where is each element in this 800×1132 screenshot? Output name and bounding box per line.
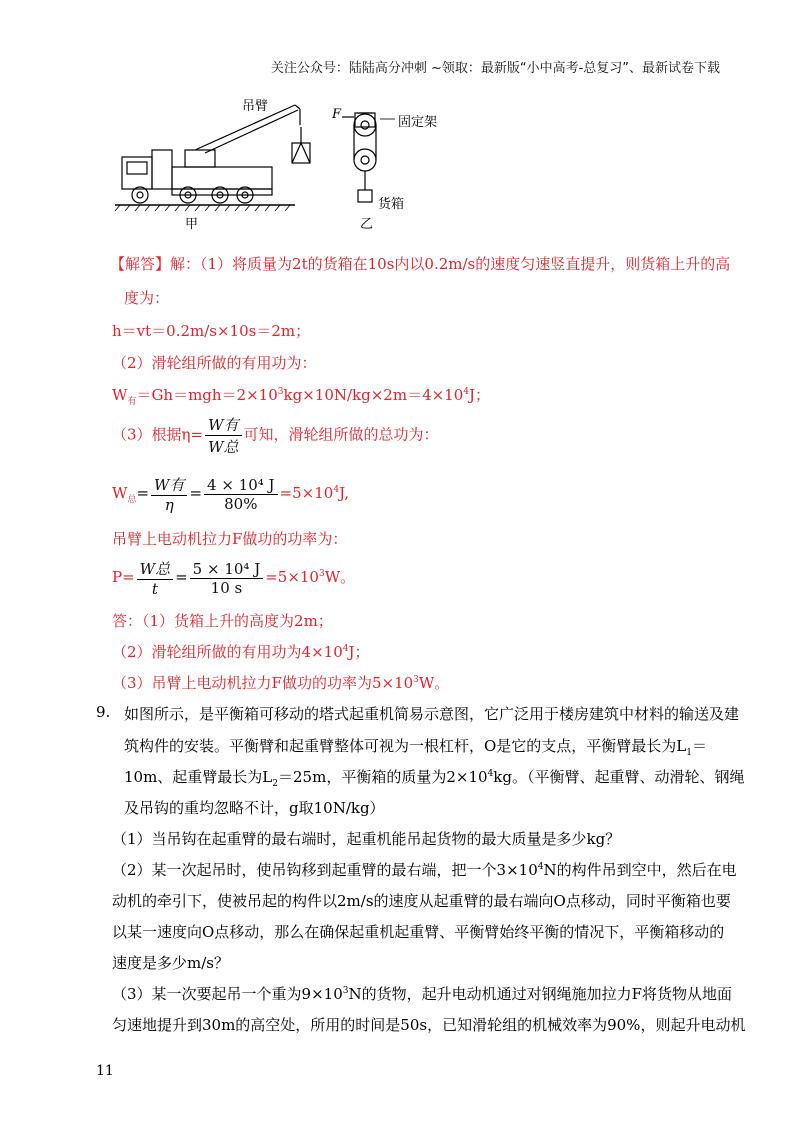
total-work-heading: （3）根据η= $\frac{\text{W有}}{\text{W总}}$ 可知，滑轮组所做的总功为： — [112, 416, 439, 456]
sub-question-2-line-4: 速度是多少m/s？ — [112, 954, 229, 972]
fixed-frame-label: 固定架 — [398, 115, 438, 130]
answer-1: 答：（1）货箱上升的高度为2m； — [112, 612, 333, 630]
total-work-fraction-1: $\frac{\text{W有}}{\eta}$ — [151, 474, 187, 514]
total-work-fraction-2: $\frac{\text{4 × 10⁴ J}}{80\%}$ — [204, 476, 278, 513]
figure-caption-left: 甲 — [185, 217, 199, 232]
question-line-1: 如图所示，是平衡箱可移动的塔式起重机简易示意图，它广泛用于楼房建筑中材料的输送及建 — [124, 705, 740, 723]
question-line-3: 10m、起重臂最长为$L_2=25m$，平衡箱的质量为$2\times 10^4kg$。（平衡臂、起重臂、动滑轮、钢绳 — [124, 768, 745, 789]
answer-3: （3）吊臂上电动机拉力F做功的功率为$5\times 10^3W$。 — [112, 674, 450, 692]
total-work-equation: $W_总=$ $\frac{\text{W有}}{\eta}$ = $\frac{\text{4 × 10⁴ J}}{80\%}$ $=5\times 10^4J$, — [112, 475, 349, 514]
page-header: 关注公众号：陆陆高分冲刺 ~领取：最新版“小中高考-总复习”、最新试卷下载 — [270, 61, 720, 76]
solution-intro: 【解答】解：（1）将质量为2t的货箱在10s内以0.2m/s的速度匀速竖直提升，则货箱上升的高 — [110, 255, 731, 273]
crane-figure — [110, 95, 470, 234]
efficiency-fraction: $\frac{\text{W有}}{\text{W总}}$ — [205, 414, 241, 457]
sub-question-2-line-3: 以某一速度向O点移动，那么在确保起重机起重臂、平衡臂始终平衡的情况下，平衡箱移动的 — [112, 923, 725, 941]
solution-intro-cont: 度为： — [124, 289, 170, 307]
sub-question-2-line-2: 动机的牵引下，使被吊起的构件以2m/s的速度从起重臂的最右端向O点移动，同时平衡箱也要 — [112, 892, 731, 910]
answer-2: （2）滑轮组所做的有用功为$4\times 10^4J$； — [112, 643, 370, 661]
question-number: 9. — [96, 703, 111, 721]
power-fraction-2: $\frac{\text{5 × 10⁴ J}}{10 s}$ — [190, 560, 264, 597]
page-number: 11 — [96, 1063, 114, 1079]
power-fraction-1: $\frac{\text{W总}}{t}$ — [137, 558, 173, 598]
force-label: F — [332, 107, 342, 122]
arm-label: 吊臂 — [242, 99, 269, 114]
sub-question-3-line-1: （3）某一次要起吊一个重为$9\times 10^3N$的货物，起升电动机通过对钢绳施加拉力F将货物从地面 — [112, 985, 733, 1003]
useful-work-heading: （2）滑轮组所做的有用功为： — [112, 354, 317, 372]
figure-caption-right: 乙 — [360, 217, 374, 232]
solution-tag: 【解答】 — [110, 255, 171, 273]
sub-question-2-line-1: （2）某一次起吊时，使吊钩移到起重臂的最右端，把一个$3\times 10^4N$的构件吊到空中，然后在电 — [112, 861, 737, 879]
sub-question-3-line-2: 匀速地提升到30m的高空处，所用的时间是50s，已知滑轮组的机械效率为90%，则起升电动机 — [112, 1016, 746, 1034]
power-equation: P= $\frac{\text{W总}}{t}$ = $\frac{\text{5 × 10⁴ J}}{10 s}$ $=5\times 10^3W$。 — [112, 559, 356, 598]
question-line-2: 筑构件的安装。平衡臂和起重臂整体可视为一根杠杆，O是它的支点，平衡臂最长为$L_1=$ — [124, 737, 708, 758]
question-line-4: 及吊钩的重均忽略不计，g取10N/kg） — [124, 799, 385, 817]
height-equation: h＝vt＝0.2m/s×10s＝2m； — [112, 322, 311, 340]
useful-work-equation: $W_有=Gh=mgh=2\times 10^3kg\times 10N/kg\times 2m=4\times 10^4J$； — [112, 386, 491, 407]
power-heading: 吊臂上电动机拉力F做功的功率为： — [112, 530, 348, 548]
sub-question-1: （1）当吊钩在起重臂的最右端时，起重机能吊起货物的最大质量是多少kg？ — [112, 830, 621, 848]
cargo-label: 货箱 — [378, 197, 405, 212]
